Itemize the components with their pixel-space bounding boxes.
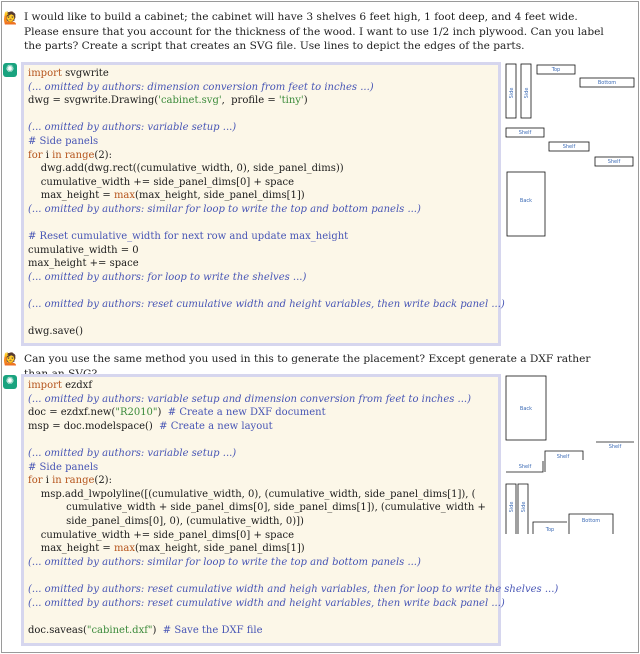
label-top: Top [551,67,561,73]
label-bottom: Bottom [581,518,601,524]
code-line [28,285,494,299]
code-line: (... omitted by authors: similar for loop to write the top and bottom panels ...) [28,203,421,215]
code-line [28,610,494,624]
bottom-panel [569,514,613,534]
svg-cabinet-diagram [503,62,637,346]
code-line: import svgwrite [28,68,109,79]
code-line: side_panel_dims[0], 0), (cumulative_width, 0)]) [28,515,304,527]
user-avatar-icon: 🙋 [3,11,18,25]
code-line: (... omitted by authors: reset cumulative width and height variables, then write back panel ...) [28,597,505,609]
code-line: (... omitted by authors: reset cumulative width and height variables, then write back panel ...) [28,299,505,311]
code-line: (... omitted by authors: variable setup and dimension conversion from feet to inches ...) [28,393,471,405]
code-block-1 [21,62,505,346]
code-line [28,433,494,447]
label-bottom: Bottom [597,80,617,86]
code-line: max_height = max(max_height, side_panel_dims[1]) [28,190,305,202]
code-line: (... omitted by authors: for loop to write the shelves ...) [28,271,307,283]
label-shelf-3: Shelf [607,159,621,165]
code-line: doc.saveas("cabinet.dxf") # Save the DXF file [28,624,263,636]
label-side-2: Side [524,87,530,99]
label-shelf-2: Shelf [556,454,570,460]
code-line: cumulative_width += side_panel_dims[0] + space [28,529,295,541]
code-line: (... omitted by authors: similar for loop to write the top and bottom panels ...) [28,556,421,568]
user-avatar-icon: 🙋 [3,352,18,366]
code-line: (... omitted by authors: reset cumulative width and heigh variables, then for loop to write the shelves ...) [28,583,559,595]
assistant-avatar-icon: ✺ [3,375,17,389]
code-line: dwg.add(dwg.rect((cumulative_width, 0), side_panel_dims)) [28,163,344,175]
label-top: Top [545,527,555,533]
code-line: cumulative_width += side_panel_dims[0] + space [28,176,295,188]
code-line: # Side panels [28,461,99,473]
code-line [28,217,494,231]
code-line: msp.add_lwpolyline([(cumulative_width, 0), (cumulative_width, side_panel_dims[1]), ( [28,488,476,500]
code-line: max_height += space [28,258,139,270]
code-line: dwg = svgwrite.Drawing('cabinet.svg', profile = 'tiny') [28,95,308,107]
code-line [28,108,494,122]
code-line: doc = ezdxf.new("R2010") # Create a new DXF document [28,407,326,419]
label-shelf-2: Shelf [562,144,576,150]
code-line: import ezdxf [28,380,93,391]
label-shelf-1: Shelf [518,464,532,470]
assistant-avatar-icon: ✺ [3,63,17,77]
code-line: cumulative_width + side_panel_dims[0], side_panel_dims[1]), (cumulative_width + [28,502,486,514]
label-back: Back [519,406,533,412]
user-message-1: I would like to build a cabinet; the cabinet will have 3 shelves 6 feet high, 1 foot deep, and 4 feet wide. Please ensure that you account for the thickness of the wood. I want to use 1/2 inch plywood. Can you label the parts? Create a script that creates an SVG file. Use lines to depict the edges of the parts. [24,11,604,53]
code-line: for i in range(2): [28,475,112,487]
label-side-1: Side [509,87,515,99]
code-line [28,312,494,326]
code-line: # Reset cumulative_width for next row and update max_height [28,231,349,243]
label-shelf-3: Shelf [608,444,622,450]
user-message-2: Can you use the same method you used in this to generate the placement? Except generate a DXF rather [24,353,591,365]
code-line: (... omitted by authors: dimension conversion from feet to inches ...) [28,81,374,93]
code-line: (... omitted by authors: variable setup ...) [28,122,237,134]
label-side-2: Side [521,501,527,513]
code-line: dwg.save() [28,326,84,338]
label-shelf-1: Shelf [518,130,532,136]
code-line: msp = doc.modelspace() # Create a new layout [28,420,273,432]
label-back: Back [519,198,533,204]
code-line: (... omitted by authors: variable setup ...) [28,447,237,459]
code-line [28,569,494,583]
dxf-cabinet-diagram [503,374,637,646]
code-line: cumulative_width = 0 [28,244,139,256]
label-side-1: Side [509,501,515,513]
code-line: max_height = max(max_height, side_panel_dims[1]) [28,543,305,555]
back-panel [507,172,545,236]
code-line: for i in range(2): [28,149,112,161]
code-line: # Side panels [28,135,99,147]
